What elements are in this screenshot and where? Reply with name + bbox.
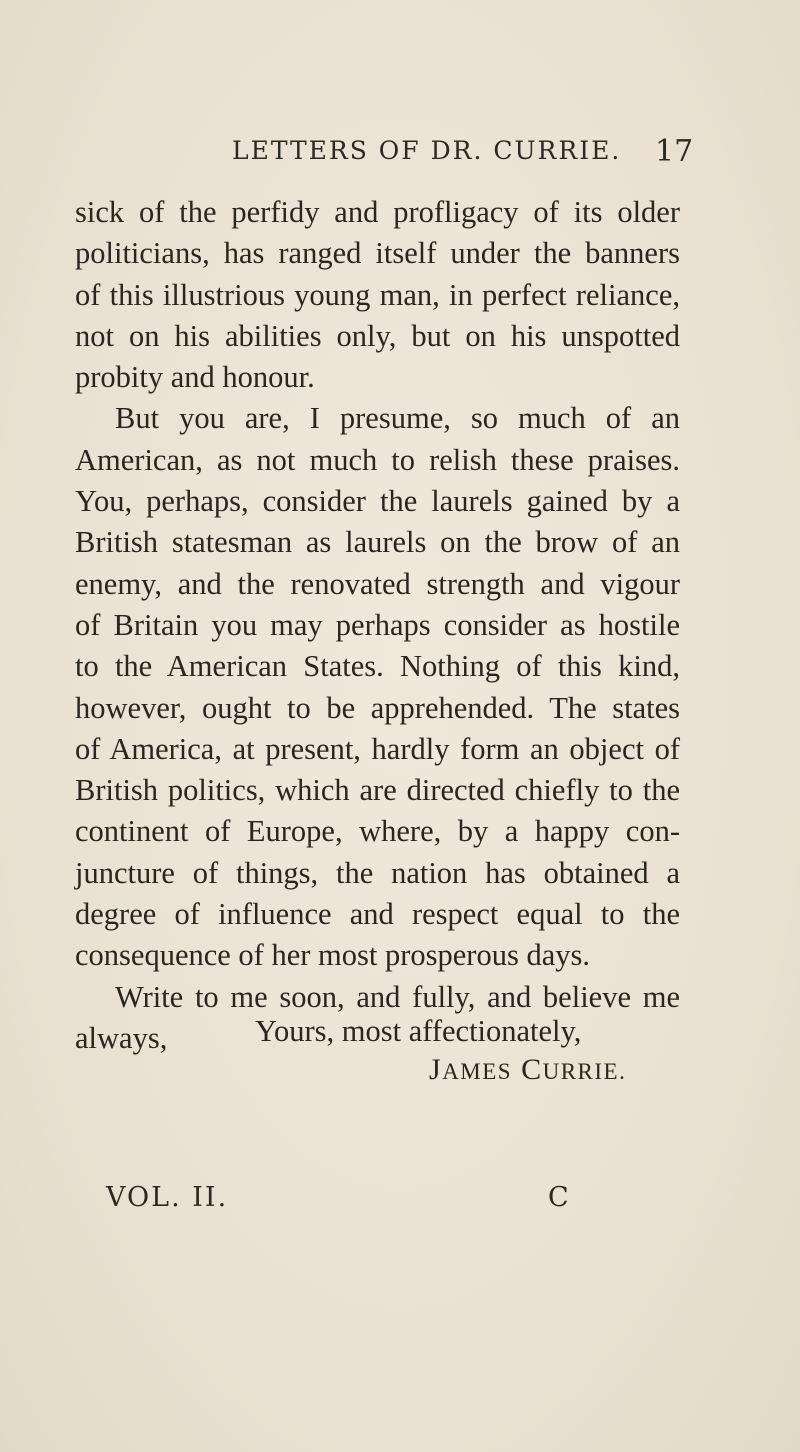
text-line: sick of the perfidy and profligacy of its older: [75, 195, 680, 229]
text-line: of Britain you may perhaps consider as hostile: [75, 607, 680, 642]
printer-signature-mark: C: [548, 1182, 569, 1213]
running-title: LETTERS OF DR. CURRIE.: [232, 136, 622, 165]
volume-label: VOL. II.: [106, 1182, 229, 1213]
text-line: consequence of her most prosperous days.: [75, 938, 590, 973]
signature: [429, 1053, 626, 1087]
signature-last-rest: URRIE.: [542, 1059, 627, 1084]
text-line: not on his abilities only, but on his unspotted: [75, 318, 680, 353]
signature-first-initial: J: [429, 1053, 443, 1086]
valediction: Yours, most affectionately,: [255, 1014, 582, 1048]
text-line: juncture of things, the nation has obtained a: [75, 855, 680, 890]
page-header: [0, 134, 800, 174]
letter-body: [75, 192, 680, 1059]
text-line: American, as not much to relish these praises.: [75, 442, 680, 477]
text-line: politicians, has ranged itself under the banners: [75, 236, 680, 271]
text-line: to the American States. Nothing of this kind,: [75, 649, 680, 684]
text-line: British politics, which are directed chiefly to the: [75, 773, 680, 808]
signature-first-rest: AMES: [442, 1059, 513, 1084]
text-line: degree of influence and respect equal to the: [75, 897, 680, 932]
page-number: 17: [655, 134, 694, 169]
text-line: Write to me soon, and fully, and believe me: [115, 979, 680, 1014]
text-line: always,: [75, 1020, 168, 1055]
text-line: enemy, and the renovated strength and vigour: [75, 566, 680, 601]
text-line: But you are, I presume, so much of an: [115, 401, 680, 436]
text-line: of America, at present, hardly form an object of: [75, 731, 680, 766]
text-line: of this illustrious young man, in perfect reliance,: [75, 277, 680, 312]
text-line: British statesman as laurels on the brow of an: [75, 525, 680, 560]
page-footer: [0, 1182, 800, 1222]
text-line: probity and honour.: [75, 360, 315, 395]
text-line: continent of Europe, where, by a happy con-: [75, 814, 680, 849]
text-line: however, ought to be apprehended. The states: [75, 690, 680, 725]
signature-last-initial: C: [521, 1053, 543, 1086]
text-line: You, perhaps, consider the laurels gained by a: [75, 484, 680, 519]
